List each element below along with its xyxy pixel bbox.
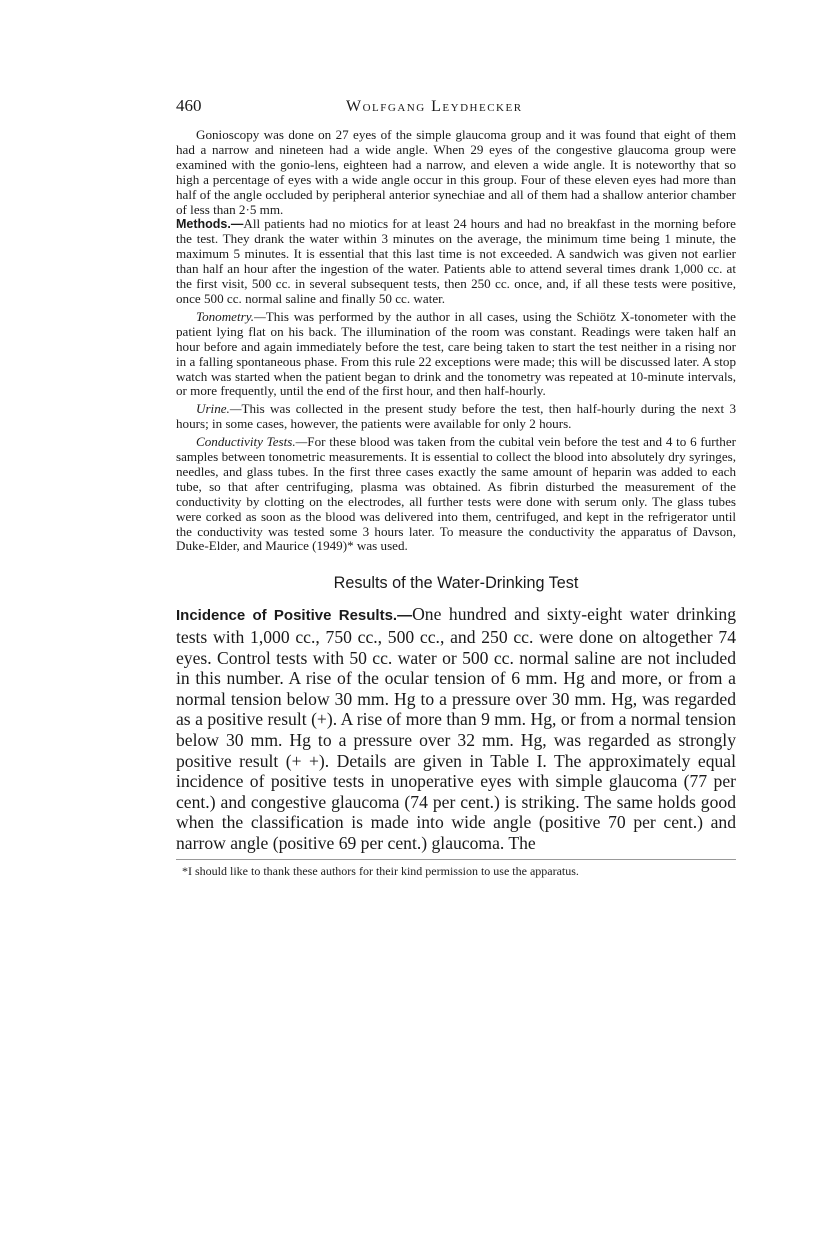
- results-section: [176, 604, 736, 853]
- urine-paragraph: [176, 402, 736, 432]
- results-heading: Incidence of Positive Results.—: [176, 607, 413, 625]
- conductivity-text: For these blood was taken from the cubital vein before the test and 4 to 6 further samples between tonometric measurements. It is essential to collect the blood into absolutely dry syringes, needles, and glass tubes. In the first three cases exactly the same amount of heparin was added to each tube, so that after centrifuging, plasma was obtained. As fibrin disturbed the measurement of the conductivity by clotting on the electrodes, all further tests were done with serum only. The glass tubes were corked as soon as the blood was delivered into them, centrifuged, and kept in the refrigerator until the conductivity was tested some 3 hours later. To measure the conductivity the apparatus of Davson, Duke-Elder, and Maurice (1949)* was used.: [176, 434, 736, 554]
- results-paragraph: [176, 604, 736, 853]
- urine-text: This was collected in the present study before the test, then half-hourly during the next 3 hours; in some cases, however, the patients were available for only 2 hours.: [176, 401, 736, 432]
- page-content: [176, 96, 736, 878]
- tonometry-heading: Tonometry.—: [196, 308, 266, 324]
- page-number: 460: [176, 96, 202, 115]
- running-head: Wolfgang Leydhecker: [346, 98, 523, 115]
- results-text: One hundred and sixty-eight water drinking tests with 1,000 cc., 750 cc., 500 cc., and 250 cc. were done on altogether 74 eyes. Control tests with 50 cc. water or 500 cc. normal saline are not included in this number. A rise of the ocular tension of 6 mm. Hg and more, or from a normal tension below 30 mm. Hg to a pressure over 30 mm. Hg, was regarded as a positive result (+). A rise of more than 9 mm. Hg, or from a normal tension below 30 mm. Hg to a pressure over 32 mm. Hg, was regarded as strongly positive result (+ +). Details are given in Table I. The approximately equal incidence of positive tests in unoperative eyes with simple glaucoma (77 per cent.) and congestive glaucoma (74 per cent.) is striking. The same holds good when the classification is made into wide angle (positive 70 per cent.) and narrow angle (positive 69 per cent.) glaucoma. The: [176, 604, 736, 853]
- footnote: *I should like to thank these authors for their kind permission to use the apparatus.: [182, 863, 579, 878]
- tonometry-paragraph: [176, 310, 736, 399]
- methods-section: [176, 128, 736, 554]
- methods-paragraph: [176, 217, 736, 306]
- tonometry-text: This was performed by the author in all cases, using the Schiötz X-tonometer with the patient lying flat on his back. The illumination of the room was constant. Readings were taken half an hour before and again immediately before the test, care being taken to start the test neither in a rising nor in a falling spontaneous phase. From this rule 22 exceptions were made; this will be discussed later. A stop watch was started when the patient began to drink and the tonometry was repeated at 10-minute intervals, or more frequently, until the end of the first hour, and then half-hourly.: [176, 308, 736, 399]
- methods-heading: Methods.—: [176, 217, 244, 232]
- section-heading: Results of the Water-Drinking Test: [333, 574, 579, 593]
- gonioscopy-paragraph: Gonioscopy was done on 27 eyes of the simple glaucoma group and it was found that eight of them had a narrow and nineteen had a wide angle. When 29 eyes of the congestive glaucoma group were examined with the gonio-lens, eighteen had a narrow, and eleven a wide angle. It is noteworthy that so high a percentage of eyes with a wide angle occur in this group. Four of these eleven eyes had more than half of the angle occluded by peripheral anterior synechiae and all of them had a shallow anterior chamber of less than 2·5 mm.: [176, 127, 736, 217]
- conductivity-heading: Conductivity Tests.—: [196, 434, 308, 450]
- conductivity-paragraph: [176, 435, 736, 554]
- footnote-divider: [176, 859, 736, 860]
- methods-text: All patients had no miotics for at least 24 hours and had no breakfast in the morning before the test. They drank the water within 3 minutes on the average, the minimum time being 1 minute, the maximum 5 minutes. It is essential that this last time is not exceeded. A sandwich was given not earlier than half an hour after the ingestion of the water. Patients able to attend several times drank 1,000 cc. at the first visit, 500 cc. in several subsequent tests, then 250 cc. once, and, if all these tests were positive, once 500 cc. normal saline and finally 50 cc. water.: [176, 216, 736, 306]
- urine-heading: Urine.—: [196, 401, 242, 417]
- page-header: [176, 96, 736, 116]
